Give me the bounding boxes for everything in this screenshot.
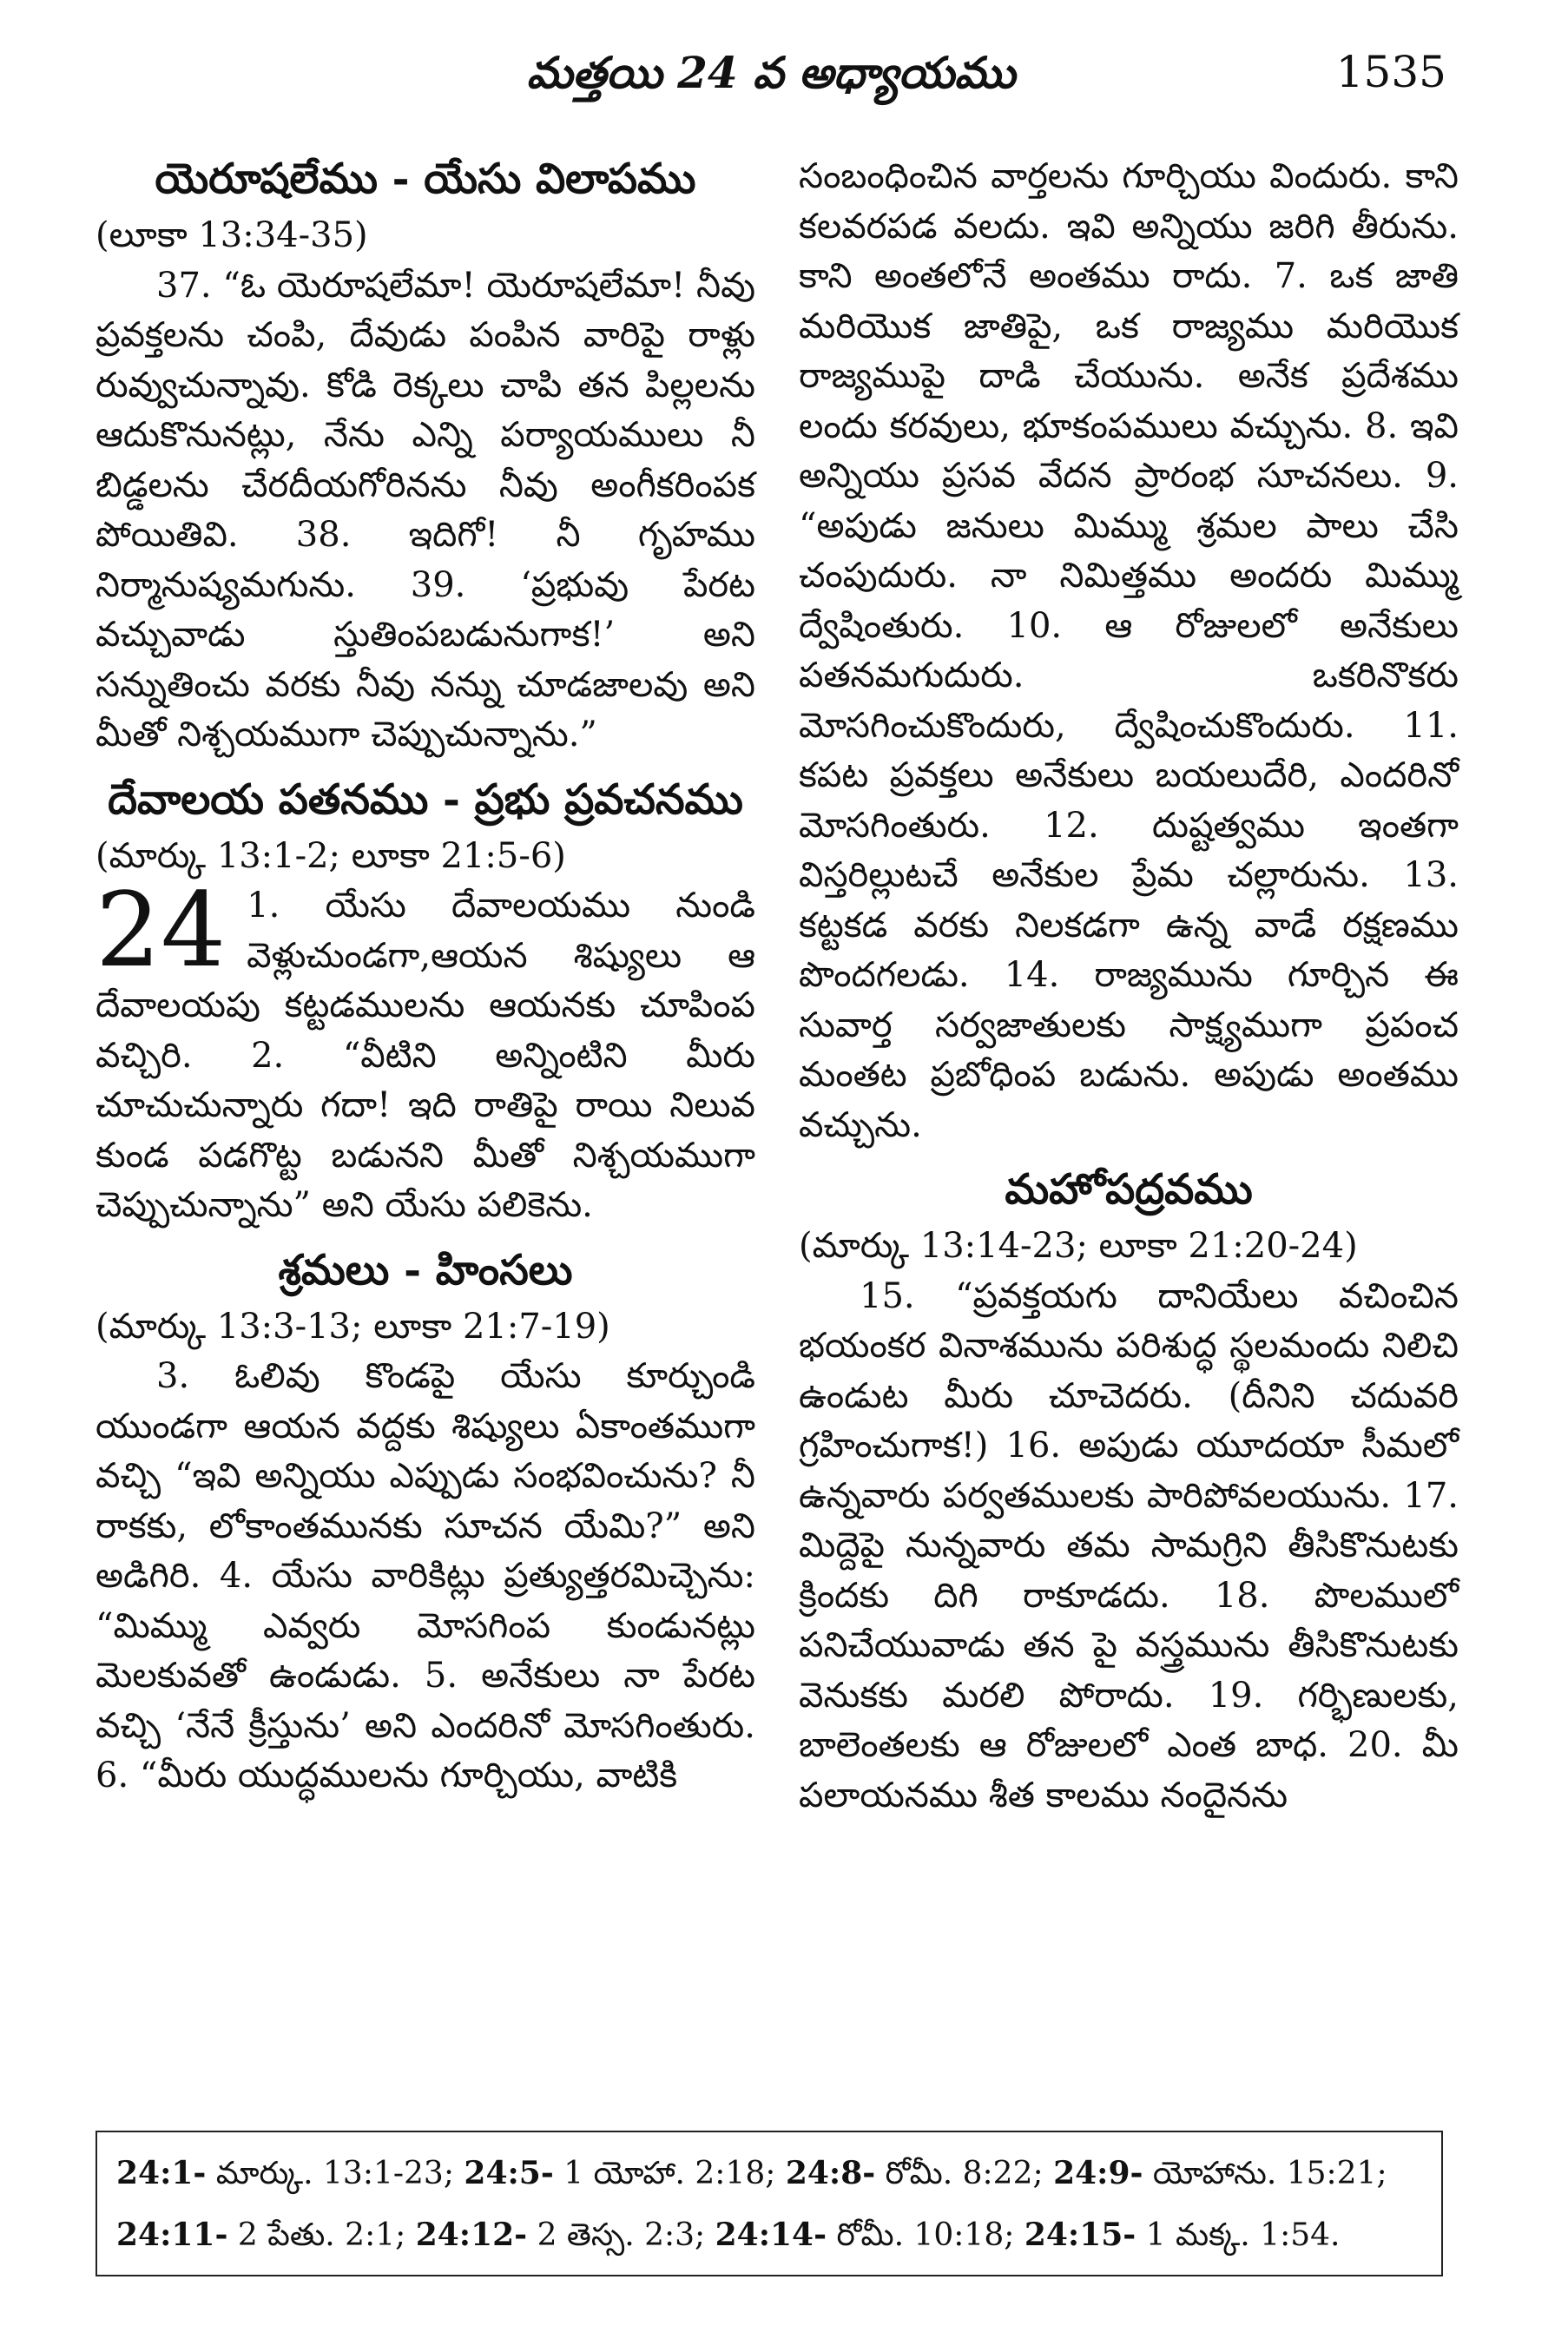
footnote-item xyxy=(1053,2156,1387,2191)
footnote-text: 2 పేతు. 2:1; xyxy=(227,2217,416,2253)
cross-reference: (మార్కు 13:3-13; లూకా 21:7-19) xyxy=(96,1306,610,1347)
cross-reference: (మార్కు 13:14-23; లూకా 21:20-24) xyxy=(799,1226,1358,1266)
verse-paragraph: సంబంధించిన వార్తలను గూర్చియు విందురు. కాని కలవరపడ వలదు. ఇవి అన్నియు జరిగి తీరును. కాని అంతలోనే అంతము రాదు. 7. ఒక జాతి మరియొక జాతిపై, ఒక రాజ్యము మరియొక రాజ్యముపై దాడి చేయును. అనేక ప్రదేశము లందు కరవులు, భూకంపములు వచ్చును. 8. ఇవి అన్నియు ప్రసవ వేదన ప్రారంభ సూచనలు. 9. “అపుడు జనులు మిమ్ము శ్రమల పాలు చేసి చంపుదురు. నా నిమిత్తము అందరు మిమ్ము ద్వేషింతురు. 10. ఆ రోజులలో అనేకులు పతనమగుదురు. ఒకరినొకరు మోసగించుకొందురు, ద్వేషించుకొందురు. 11. కపట ప్రవక్తలు అనేకులు బయలుదేరి, ఎందరినో మోసగింతురు. 12. దుష్టత్వము ఇంతగా విస్తరిల్లుటచే అనేకుల ప్రేమ చల్లారును. 13. కట్టకడ వరకు నిలకడగా ఉన్న వాడే రక్షణము పొందగలడు. 14. రాజ్యమును గూర్చిన ఈ సువార్త సర్వజాతులకు సాక్ష్యముగా ప్రపంచ మంతట ప్రబోధింప బడును. అపుడు అంతము వచ్చును. xyxy=(799,156,1459,1145)
footnote-item xyxy=(416,2217,715,2253)
verse-paragraph: 15. “ప్రవక్తయగు దానియేలు వచించిన భయంకర వినాశమును పరిశుద్ధ స్థలమందు నిలిచి ఉండుట మీరు చూచెదరు. (దీనిని చదువరి గ్రహించుగాక!) 16. అపుడు యూదయా సీమలో ఉన్నవారు పర్వతములకు పారిపోవలయును. 17. మిద్దెపై నున్నవారు తమ సామగ్రిని తీసికొనుటకు క్రిందకు దిగి రాకూడదు. 18. పొలములో పనిచేయువాడు తన పై వస్త్రమును తీసికొనుటకు వెనుకకు మరలి పోరాదు. 19. గర్భిణులకు, బాలెంతలకు ఆ రోజులలో ఎంత బాధ. 20. మీ పలాయనము శీత కాలము నందైనను xyxy=(799,1275,1459,1815)
footnote-text: 2 తెస్స. 2:3; xyxy=(527,2217,715,2253)
footnote-item xyxy=(116,2217,416,2253)
footnote-ref: 24:15- xyxy=(1024,2217,1136,2253)
footnote-text: 1 మక్క. 1:54. xyxy=(1136,2217,1341,2253)
verse-text: 1. యేసు దేవాలయము నుండి వెళ్లుచుండగా,ఆయన శిష్యులు ఆ దేవాలయపు కట్టడములను ఆయనకు చూపింప వచ్చిరి. 2. “వీటిని అన్నింటిని మీరు చూచుచున్నారు గదా! ఇది రాతిపై రాయి నిలువ కుండ పడగొట్ట బడునని మీతో నిశ్చయముగా చెప్పుచున్నాను” అని యేసు పలికెను. xyxy=(96,886,755,1225)
running-head-title: మత్తయి 24 వ అధ్యాయము xyxy=(526,47,1016,98)
cross-reference: (మార్కు 13:1-2; లూకా 21:5-6) xyxy=(96,835,566,876)
footnote-ref: 24:5- xyxy=(464,2155,554,2191)
left-column xyxy=(96,152,755,1802)
footnote-ref: 24:1- xyxy=(116,2155,207,2191)
right-column xyxy=(799,152,1459,1821)
verse-paragraph: 3. ఓలివు కొండపై యేసు కూర్చుండి యుండగా ఆయన వద్దకు శిష్యులు ఏకాంతముగా వచ్చి “ఇవి అన్నియు ఎప్పుడు సంభవించును? నీ రాకకు, లోకాంతమునకు సూచన యేమి?” అని అడిగిరి. 4. యేసు వారికిట్లు ప్రత్యుత్తరమిచ్చెను: “మిమ్ము ఎవ్వరు మోసగింప కుండునట్లు మెలకువతో ఉండుడు. 5. అనేకులు నా పేరట వచ్చి ‘నేనే క్రీస్తును’ అని ఎందరినో మోసగింతురు. 6. “మీరు యుద్ధములను గూర్చియు, వాటికి xyxy=(96,1356,755,1795)
section-heading: దేవాలయ పతనము - ప్రభు ప్రవచనము xyxy=(108,774,743,824)
footnote-item xyxy=(464,2156,785,2191)
footnote-item xyxy=(116,2156,464,2191)
section-heading: యెరూషలేము - యేసు విలాపము xyxy=(155,155,696,203)
footnotes-box xyxy=(96,2131,1443,2276)
footnote-ref: 24:14- xyxy=(715,2217,827,2253)
footnote-ref: 24:8- xyxy=(785,2155,876,2191)
section-heading: మహోపద్రవము xyxy=(1005,1165,1253,1214)
footnote-item xyxy=(715,2217,1024,2253)
verse-paragraph: 37. “ఓ యెరూషలేమా! యెరూషలేమా! నీవు ప్రవక్తలను చంపి, దేవుడు పంపిన వారిపై రాళ్లు రువ్వుచున్నావు. కోడి రెక్కలు చాపి తన పిల్లలను ఆదుకొనునట్లు, నేను ఎన్ని పర్యాయములు నీ బిడ్డలను చేరదీయగోరినను నీవు అంగీకరింపక పోయితివి. 38. ఇదిగో! నీ గృహము నిర్మానుష్యమగును. 39. ‘ప్రభువు పేరట వచ్చువాడు స్తుతింపబడునుగాక!’ అని సన్నుతించు వరకు నీవు నన్ను చూడజాలవు అని మీతో నిశ్చయముగా చెప్పుచున్నాను.” xyxy=(96,265,755,754)
footnote-text: రోమీ. 10:18; xyxy=(827,2217,1024,2253)
section-heading: శ్రమలు - హింసలు xyxy=(278,1245,573,1295)
footnote-line xyxy=(116,2143,1422,2204)
footnote-item xyxy=(1024,2217,1341,2253)
cross-reference: (లూకా 13:34-35) xyxy=(96,215,368,255)
running-head xyxy=(96,38,1446,108)
footnote-line xyxy=(116,2204,1422,2266)
footnote-text: రోమీ. 8:22; xyxy=(875,2156,1054,2191)
footnote-item xyxy=(786,2156,1053,2191)
chapter-paragraph xyxy=(96,870,755,1231)
footnote-ref: 24:12- xyxy=(415,2217,528,2253)
footnote-text: యోహాను. 15:21; xyxy=(1143,2156,1387,2191)
chapter-number: 24 xyxy=(96,870,227,990)
page-number: 1535 xyxy=(1335,47,1446,97)
footnote-text: మార్కు. 13:1-23; xyxy=(206,2156,464,2191)
footnote-text: 1 యోహా. 2:18; xyxy=(553,2156,786,2191)
footnote-ref: 24:9- xyxy=(1053,2155,1143,2191)
footnote-ref: 24:11- xyxy=(116,2217,228,2253)
